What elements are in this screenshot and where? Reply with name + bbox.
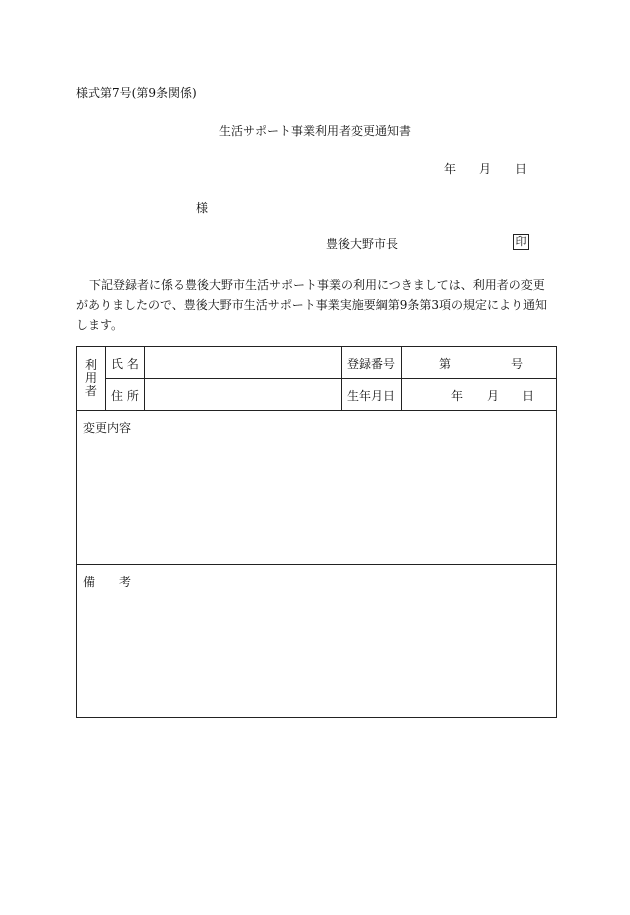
registration-number-field[interactable] [402,348,556,377]
form-number: 様式第7号(第9条関係) [76,86,197,100]
body-line-1: 下記登録者に係る豊後大野市生活サポート事業の利用につきましては、利用者の変更が [76,278,545,312]
birth-date-label: 生年月日 [347,389,396,403]
addressee-suffix: 様 [196,201,209,215]
date-day-label: 日 [515,162,528,176]
user-label-char-2: 用 [84,371,97,385]
registration-prefix: 第 [439,357,452,371]
birth-year-label: 年 [451,389,464,403]
birth-day-label: 日 [522,389,535,403]
date-month-label: 月 [479,162,492,176]
registration-suffix: 号 [511,357,524,371]
address-field[interactable] [145,380,340,409]
name-field[interactable] [145,348,340,377]
user-label-char-3: 者 [84,384,97,398]
body-line-3: す。 [100,318,124,332]
seal-mark: 印 [513,234,529,250]
changes-field[interactable] [78,437,556,562]
date-year-label: 年 [444,162,457,176]
birth-month-label: 月 [487,389,500,403]
body-line-2: ありましたので、豊後大野市生活サポート事業実施要綱第9条第3項の規定により通知しま [76,298,548,332]
user-label [77,347,105,410]
col-divider-value [341,347,342,410]
remarks-label: 備 考 [83,575,132,589]
row-divider-changes [77,564,557,565]
registration-number-label: 登録番号 [347,357,396,371]
user-info-form [76,346,557,718]
address-label: 住 所 [111,389,139,403]
document-title: 生活サポート事業利用者変更通知書 [218,124,411,138]
row-divider-name [105,378,557,379]
row-divider-info [77,410,557,411]
changes-label: 変更内容 [83,421,132,435]
remarks-field[interactable] [78,591,556,716]
sender-name: 豊後大野市長 [326,237,399,251]
name-label: 氏 名 [111,357,139,371]
user-label-char-1: 利 [84,358,97,372]
col-divider-user [105,347,106,410]
body-text [76,275,556,335]
